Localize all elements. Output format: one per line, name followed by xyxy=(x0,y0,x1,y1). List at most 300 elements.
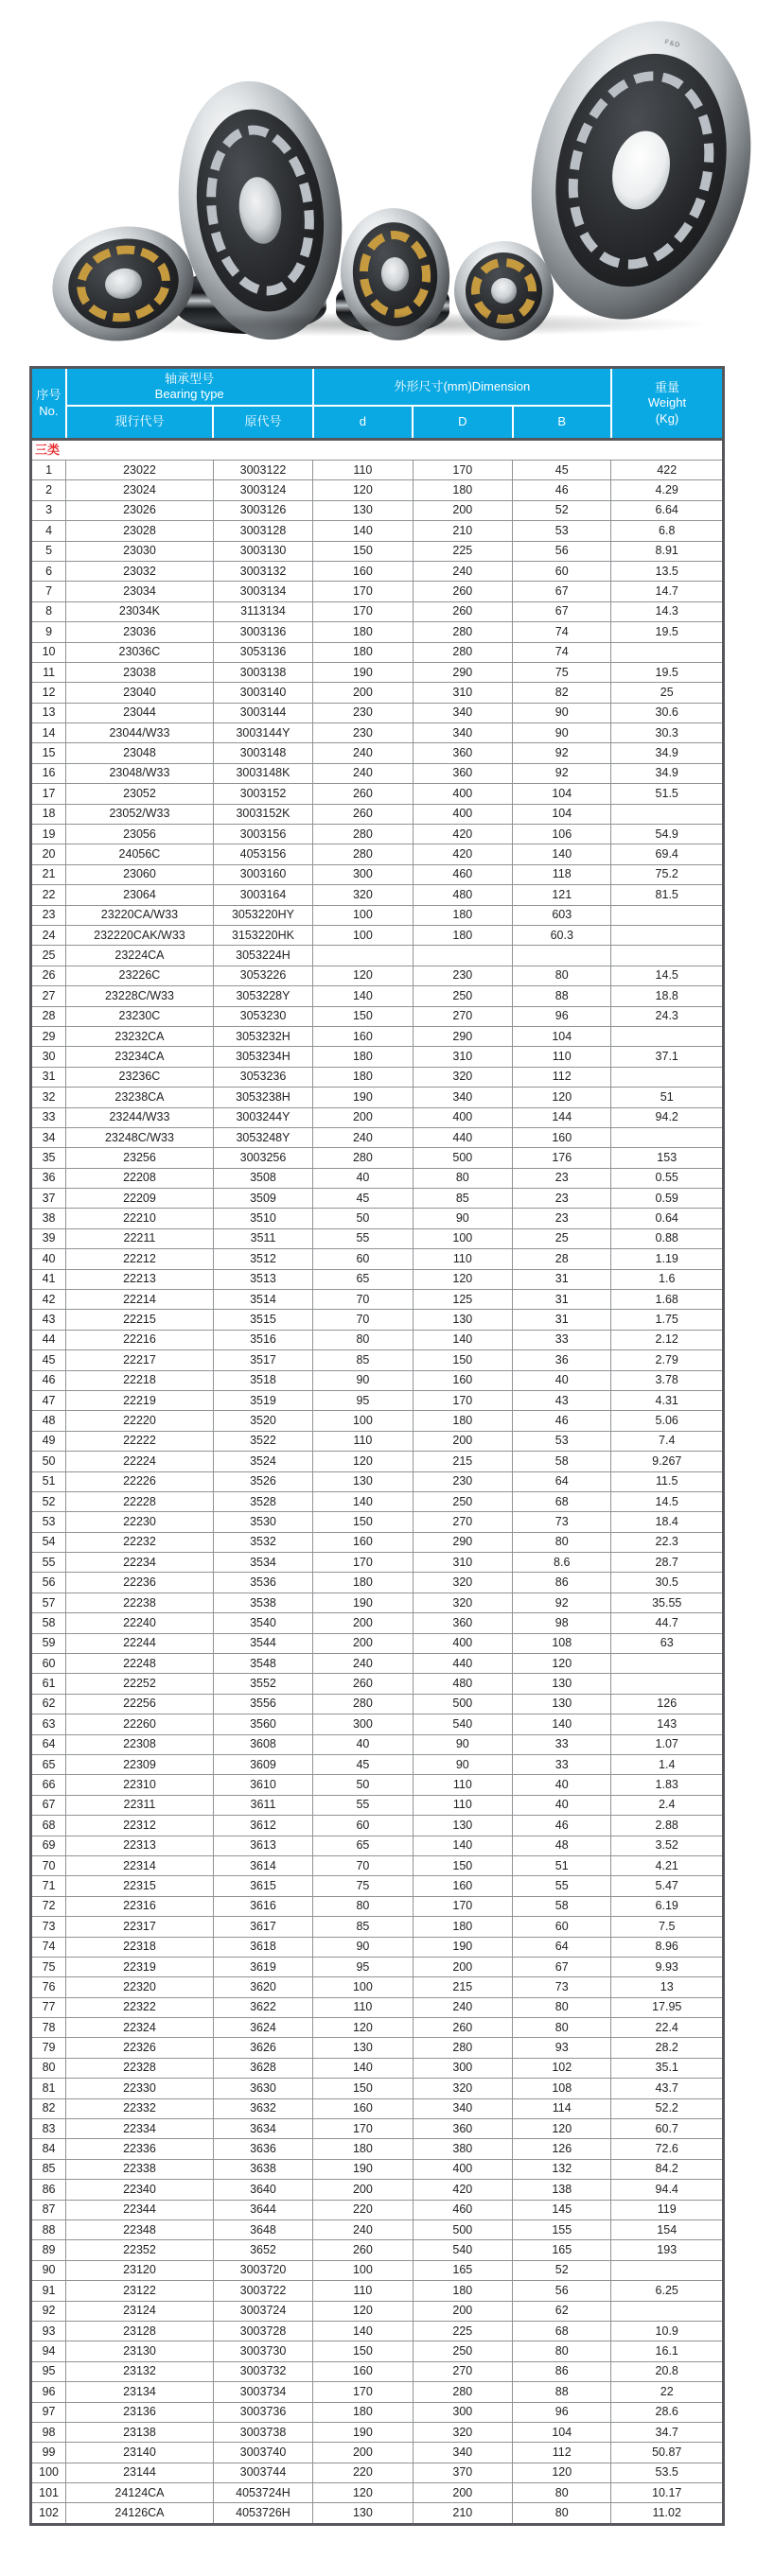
cell-D: 440 xyxy=(413,1127,512,1147)
cell-no: 60 xyxy=(31,1654,66,1674)
cell-no: 58 xyxy=(31,1613,66,1633)
cell-weight: 35.1 xyxy=(611,2058,724,2078)
cell-D: 500 xyxy=(413,1148,512,1168)
table-row xyxy=(31,601,724,621)
cell-d: 230 xyxy=(313,703,413,722)
cell-no: 39 xyxy=(31,1228,66,1248)
cell-d: 280 xyxy=(313,1148,413,1168)
cell-old-code: 3003156 xyxy=(213,825,312,844)
table-row xyxy=(31,2139,724,2159)
cell-old-code: 3003148K xyxy=(213,763,312,783)
table-row xyxy=(31,1512,724,1532)
cell-old-code: 3534 xyxy=(213,1553,312,1573)
cell-current-code: 22310 xyxy=(66,1775,214,1795)
photo-reflection xyxy=(52,312,713,337)
cell-B: 88 xyxy=(513,986,611,1006)
cell-old-code: 3522 xyxy=(213,1431,312,1451)
cell-d: 100 xyxy=(313,925,413,945)
table-row xyxy=(31,2058,724,2078)
cell-old-code: 3544 xyxy=(213,1633,312,1653)
cell-current-code: 23248C/W33 xyxy=(66,1127,214,1147)
cell-B: 67 xyxy=(513,582,611,601)
table-header xyxy=(31,368,724,440)
cell-current-code: 22226 xyxy=(66,1471,214,1491)
cell-B: 106 xyxy=(513,825,611,844)
cell-weight: 35.55 xyxy=(611,1593,724,1612)
cell-d: 150 xyxy=(313,1512,413,1532)
cell-B: 118 xyxy=(513,864,611,884)
table-row xyxy=(31,1593,724,1612)
cell-no: 33 xyxy=(31,1107,66,1127)
cell-old-code: 3611 xyxy=(213,1795,312,1815)
cell-current-code: 23048 xyxy=(66,743,214,763)
cell-old-code: 3626 xyxy=(213,2038,312,2058)
cell-old-code: 3003160 xyxy=(213,864,312,884)
cell-B: 603 xyxy=(513,905,611,925)
table-row xyxy=(31,2463,724,2482)
table-row xyxy=(31,2098,724,2118)
cell-old-code: 3003144 xyxy=(213,703,312,722)
cell-no: 52 xyxy=(31,1491,66,1511)
cell-current-code: 23060 xyxy=(66,864,214,884)
cell-d: 60 xyxy=(313,1249,413,1269)
cell-weight: 10.17 xyxy=(611,2483,724,2503)
cell-current-code: 23056 xyxy=(66,825,214,844)
cell-weight: 34.7 xyxy=(611,2422,724,2442)
column-header-weight-unit: (Kg) xyxy=(655,410,679,426)
cell-weight: 7.4 xyxy=(611,1431,724,1451)
cell-weight xyxy=(611,642,724,662)
cell-old-code: 3636 xyxy=(213,2139,312,2159)
cell-no: 96 xyxy=(31,2382,66,2402)
cell-current-code: 23024 xyxy=(66,480,214,500)
cell-current-code: 22216 xyxy=(66,1330,214,1349)
cell-no: 92 xyxy=(31,2301,66,2321)
cell-d: 170 xyxy=(313,2119,413,2139)
cell-d: 200 xyxy=(313,1613,413,1633)
cell-old-code: 3609 xyxy=(213,1755,312,1775)
table-row xyxy=(31,1654,724,1674)
cell-d: 180 xyxy=(313,2139,413,2159)
cell-no: 57 xyxy=(31,1593,66,1612)
cell-old-code: 3153220HK xyxy=(213,925,312,945)
cell-weight: 5.06 xyxy=(611,1411,724,1431)
cell-B: 25 xyxy=(513,1228,611,1248)
cell-B: 88 xyxy=(513,2382,611,2402)
cell-D: 260 xyxy=(413,582,512,601)
table-row xyxy=(31,2079,724,2098)
cell-old-code: 3526 xyxy=(213,1471,312,1491)
cell-weight xyxy=(611,1654,724,1674)
cell-B: 51 xyxy=(513,1855,611,1875)
cell-old-code: 3616 xyxy=(213,1896,312,1916)
table-row xyxy=(31,1370,724,1390)
cell-old-code: 4053724H xyxy=(213,2483,312,2503)
cell-no: 68 xyxy=(31,1816,66,1836)
cell-D: 280 xyxy=(413,2382,512,2402)
cell-d: 180 xyxy=(313,1067,413,1087)
table-row xyxy=(31,642,724,662)
cell-B: 120 xyxy=(513,1088,611,1107)
table-row xyxy=(31,561,724,581)
table-row xyxy=(31,1553,724,1573)
cell-weight: 1.83 xyxy=(611,1775,724,1795)
cell-no: 73 xyxy=(31,1917,66,1937)
cell-weight xyxy=(611,1674,724,1694)
cell-d: 85 xyxy=(313,1917,413,1937)
cell-D: 400 xyxy=(413,804,512,824)
cell-weight: 2.79 xyxy=(611,1350,724,1370)
cell-current-code: 23238CA xyxy=(66,1088,214,1107)
cell-d: 240 xyxy=(313,743,413,763)
cell-no: 63 xyxy=(31,1714,66,1734)
cell-old-code: 3638 xyxy=(213,2159,312,2179)
cell-B: 96 xyxy=(513,2402,611,2422)
cell-D: 420 xyxy=(413,2180,512,2200)
cell-weight: 43.7 xyxy=(611,2079,724,2098)
cell-old-code: 3556 xyxy=(213,1694,312,1714)
cell-d: 90 xyxy=(313,1370,413,1390)
cell-no: 25 xyxy=(31,946,66,966)
column-header-bearing-type-en: Bearing type xyxy=(154,386,224,401)
cell-current-code: 23122 xyxy=(66,2281,214,2301)
cell-old-code: 3622 xyxy=(213,1997,312,2017)
cell-d: 60 xyxy=(313,1816,413,1836)
cell-no: 5 xyxy=(31,541,66,561)
cell-no: 34 xyxy=(31,1127,66,1147)
column-header-dimension: 外形尺寸(mm)Dimension xyxy=(313,368,611,406)
cell-current-code: 23140 xyxy=(66,2443,214,2463)
cell-D: 320 xyxy=(413,1593,512,1612)
cell-current-code: 22213 xyxy=(66,1269,214,1289)
cell-old-code: 3548 xyxy=(213,1654,312,1674)
cell-old-code: 3003132 xyxy=(213,561,312,581)
cell-D: 250 xyxy=(413,2341,512,2361)
cell-d: 160 xyxy=(313,1532,413,1552)
cell-no: 1 xyxy=(31,461,66,480)
cell-old-code: 3053224H xyxy=(213,946,312,966)
cell-weight: 0.88 xyxy=(611,1228,724,1248)
cell-current-code: 22256 xyxy=(66,1694,214,1714)
cell-weight: 1.4 xyxy=(611,1755,724,1775)
cell-no: 36 xyxy=(31,1168,66,1188)
cell-B: 104 xyxy=(513,1026,611,1046)
cell-D: 110 xyxy=(413,1775,512,1795)
cell-current-code: 23044/W33 xyxy=(66,723,214,743)
cell-D: 320 xyxy=(413,2422,512,2442)
cell-B: 126 xyxy=(513,2139,611,2159)
cell-old-code: 3648 xyxy=(213,2219,312,2239)
column-header-bearing-type xyxy=(66,368,313,406)
table-row xyxy=(31,723,724,743)
table-row xyxy=(31,1734,724,1754)
cell-D: 110 xyxy=(413,1249,512,1269)
cell-weight: 3.52 xyxy=(611,1836,724,1855)
cell-no: 43 xyxy=(31,1310,66,1330)
table-row xyxy=(31,1816,724,1836)
cell-weight: 0.59 xyxy=(611,1189,724,1209)
table-row xyxy=(31,1775,724,1795)
table-row xyxy=(31,541,724,561)
cell-D: 180 xyxy=(413,2281,512,2301)
cell-d: 150 xyxy=(313,1006,413,1026)
cell-weight: 28.2 xyxy=(611,2038,724,2058)
table-row xyxy=(31,703,724,722)
table-row xyxy=(31,804,724,824)
cell-D: 380 xyxy=(413,2139,512,2159)
cell-d: 280 xyxy=(313,844,413,864)
cell-current-code: 22319 xyxy=(66,1957,214,1976)
cell-D: 260 xyxy=(413,601,512,621)
cell-d: 65 xyxy=(313,1269,413,1289)
cell-D: 90 xyxy=(413,1755,512,1775)
cell-d: 80 xyxy=(313,1330,413,1349)
cell-B: 74 xyxy=(513,622,611,642)
cell-current-code: 23132 xyxy=(66,2361,214,2381)
cell-D: 540 xyxy=(413,1714,512,1734)
cell-d: 100 xyxy=(313,905,413,925)
cell-D: 240 xyxy=(413,561,512,581)
cell-D: 310 xyxy=(413,1553,512,1573)
cell-d: 85 xyxy=(313,1350,413,1370)
cell-current-code: 22252 xyxy=(66,1674,214,1694)
cell-d: 220 xyxy=(313,2463,413,2482)
cell-B: 144 xyxy=(513,1107,611,1127)
cell-current-code: 23036C xyxy=(66,642,214,662)
table-row xyxy=(31,2018,724,2038)
table-row xyxy=(31,1107,724,1127)
cell-d: 150 xyxy=(313,2341,413,2361)
table-rows xyxy=(31,461,724,2525)
cell-B: 104 xyxy=(513,804,611,824)
cell-d: 120 xyxy=(313,2301,413,2321)
cell-old-code: 3003140 xyxy=(213,683,312,703)
cell-current-code: 22312 xyxy=(66,1816,214,1836)
cell-old-code: 3053136 xyxy=(213,642,312,662)
cell-old-code: 3003124 xyxy=(213,480,312,500)
table-row xyxy=(31,1836,724,1855)
cell-old-code: 3003736 xyxy=(213,2402,312,2422)
cell-old-code: 3540 xyxy=(213,1613,312,1633)
cell-old-code: 3053228Y xyxy=(213,986,312,1006)
cell-current-code: 22218 xyxy=(66,1370,214,1390)
cell-d: 40 xyxy=(313,1168,413,1188)
cell-weight: 52.2 xyxy=(611,2098,724,2118)
cell-current-code: 22211 xyxy=(66,1228,214,1248)
cell-current-code: 22228 xyxy=(66,1491,214,1511)
cell-B: 52 xyxy=(513,2260,611,2280)
cell-no: 55 xyxy=(31,1553,66,1573)
table-row xyxy=(31,2341,724,2361)
table-row xyxy=(31,1573,724,1593)
cell-old-code: 3530 xyxy=(213,1512,312,1532)
cell-D: 240 xyxy=(413,1997,512,2017)
cell-D: 170 xyxy=(413,461,512,480)
cell-B: 130 xyxy=(513,1674,611,1694)
cell-weight: 14.3 xyxy=(611,601,724,621)
cell-weight: 25 xyxy=(611,683,724,703)
cell-old-code: 3053230 xyxy=(213,1006,312,1026)
cell-B: 140 xyxy=(513,1714,611,1734)
table-row xyxy=(31,1350,724,1370)
cell-D: 140 xyxy=(413,1836,512,1855)
cell-current-code: 22320 xyxy=(66,1977,214,1997)
cell-d: 110 xyxy=(313,1431,413,1451)
table-row xyxy=(31,844,724,864)
cell-current-code: 22317 xyxy=(66,1917,214,1937)
cell-old-code: 3053238H xyxy=(213,1088,312,1107)
cell-current-code: 23040 xyxy=(66,683,214,703)
cell-weight xyxy=(611,905,724,925)
cell-no: 93 xyxy=(31,2321,66,2341)
cell-current-code: 22309 xyxy=(66,1755,214,1775)
cell-D: 190 xyxy=(413,1937,512,1957)
cell-B: 80 xyxy=(513,2341,611,2361)
cell-d: 240 xyxy=(313,2219,413,2239)
cell-no: 61 xyxy=(31,1674,66,1694)
cell-D: 270 xyxy=(413,1006,512,1026)
cell-no: 59 xyxy=(31,1633,66,1653)
cell-weight: 18.4 xyxy=(611,1512,724,1532)
cell-B: 73 xyxy=(513,1977,611,1997)
cell-current-code: 24056C xyxy=(66,844,214,864)
cell-current-code: 22344 xyxy=(66,2200,214,2219)
cell-old-code: 3519 xyxy=(213,1390,312,1410)
cell-no: 27 xyxy=(31,986,66,1006)
cell-current-code: 22308 xyxy=(66,1734,214,1754)
table-row xyxy=(31,2483,724,2503)
cell-weight: 13.5 xyxy=(611,561,724,581)
cell-B: 31 xyxy=(513,1269,611,1289)
cell-weight: 72.6 xyxy=(611,2139,724,2159)
table-row xyxy=(31,1937,724,1957)
cell-current-code: 22326 xyxy=(66,2038,214,2058)
cell-D: 360 xyxy=(413,743,512,763)
cell-B: 74 xyxy=(513,642,611,662)
cell-no: 22 xyxy=(31,885,66,905)
cell-D: 320 xyxy=(413,1573,512,1593)
cell-current-code: 22336 xyxy=(66,2139,214,2159)
cell-no: 74 xyxy=(31,1937,66,1957)
cell-old-code: 3552 xyxy=(213,1674,312,1694)
cell-current-code: 232220CAK/W33 xyxy=(66,925,214,945)
cell-current-code: 24124CA xyxy=(66,2483,214,2503)
cell-d: 95 xyxy=(313,1390,413,1410)
cell-D: 310 xyxy=(413,1047,512,1067)
cell-old-code: 3003244Y xyxy=(213,1107,312,1127)
cell-no: 89 xyxy=(31,2240,66,2260)
cell-old-code: 3003130 xyxy=(213,541,312,561)
cell-old-code: 3003148 xyxy=(213,743,312,763)
cell-current-code: 23244/W33 xyxy=(66,1107,214,1127)
cell-D: 400 xyxy=(413,1107,512,1127)
cell-current-code: 23134 xyxy=(66,2382,214,2402)
cell-B: 86 xyxy=(513,2361,611,2381)
cell-weight: 1.68 xyxy=(611,1290,724,1310)
cell-d: 50 xyxy=(313,1775,413,1795)
cell-B: 90 xyxy=(513,703,611,722)
cell-B: 60.3 xyxy=(513,925,611,945)
cell-B: 138 xyxy=(513,2180,611,2200)
cell-no: 50 xyxy=(31,1452,66,1471)
cell-d: 75 xyxy=(313,1876,413,1896)
cell-no: 29 xyxy=(31,1026,66,1046)
cell-weight: 4.21 xyxy=(611,1855,724,1875)
cell-D: 500 xyxy=(413,2219,512,2239)
cell-old-code: 3632 xyxy=(213,2098,312,2118)
cell-D: 340 xyxy=(413,703,512,722)
cell-d: 300 xyxy=(313,1714,413,1734)
cell-d: 55 xyxy=(313,1795,413,1815)
cell-current-code: 22332 xyxy=(66,2098,214,2118)
cell-old-code: 3610 xyxy=(213,1775,312,1795)
cell-current-code: 22314 xyxy=(66,1855,214,1875)
cell-B: 92 xyxy=(513,1593,611,1612)
cell-weight: 153 xyxy=(611,1148,724,1168)
cell-no: 19 xyxy=(31,825,66,844)
cell-d: 300 xyxy=(313,864,413,884)
cell-old-code: 3003134 xyxy=(213,582,312,601)
cell-no: 66 xyxy=(31,1775,66,1795)
cell-B: 90 xyxy=(513,723,611,743)
cell-old-code: 3619 xyxy=(213,1957,312,1976)
cell-no: 32 xyxy=(31,1088,66,1107)
table-row xyxy=(31,1613,724,1633)
cell-D: 180 xyxy=(413,480,512,500)
cell-weight: 143 xyxy=(611,1714,724,1734)
cell-old-code: 3517 xyxy=(213,1350,312,1370)
cell-current-code: 23052 xyxy=(66,784,214,804)
cell-old-code: 3003136 xyxy=(213,622,312,642)
table-row xyxy=(31,1997,724,2017)
cell-D: 320 xyxy=(413,1067,512,1087)
cell-no: 62 xyxy=(31,1694,66,1714)
cell-D: 280 xyxy=(413,642,512,662)
cell-no: 24 xyxy=(31,925,66,945)
cell-B: 120 xyxy=(513,2463,611,2482)
cell-B: 64 xyxy=(513,1471,611,1491)
cell-d: 280 xyxy=(313,1694,413,1714)
cell-B: 80 xyxy=(513,1997,611,2017)
cell-d: 200 xyxy=(313,683,413,703)
cell-no: 7 xyxy=(31,582,66,601)
cell-no: 72 xyxy=(31,1896,66,1916)
cell-no: 91 xyxy=(31,2281,66,2301)
cell-weight: 11.5 xyxy=(611,1471,724,1491)
cell-weight: 51 xyxy=(611,1088,724,1107)
cell-B: 80 xyxy=(513,1532,611,1552)
cell-d: 200 xyxy=(313,2180,413,2200)
cell-weight: 94.2 xyxy=(611,1107,724,1127)
cell-B: 31 xyxy=(513,1290,611,1310)
cell-B: 8.6 xyxy=(513,1553,611,1573)
cell-D: 215 xyxy=(413,1452,512,1471)
cell-weight: 6.8 xyxy=(611,521,724,541)
table-row xyxy=(31,1452,724,1471)
cell-B: 64 xyxy=(513,1937,611,1957)
cell-D: 150 xyxy=(413,1855,512,1875)
table-row xyxy=(31,1189,724,1209)
cell-current-code: 23048/W33 xyxy=(66,763,214,783)
cell-current-code: 22311 xyxy=(66,1795,214,1815)
table-row xyxy=(31,1714,724,1734)
cell-current-code: 22260 xyxy=(66,1714,214,1734)
cell-no: 2 xyxy=(31,480,66,500)
cell-D: 100 xyxy=(413,1228,512,1248)
cell-d: 240 xyxy=(313,1127,413,1147)
cell-current-code: 22244 xyxy=(66,1633,214,1653)
table-row xyxy=(31,1228,724,1248)
